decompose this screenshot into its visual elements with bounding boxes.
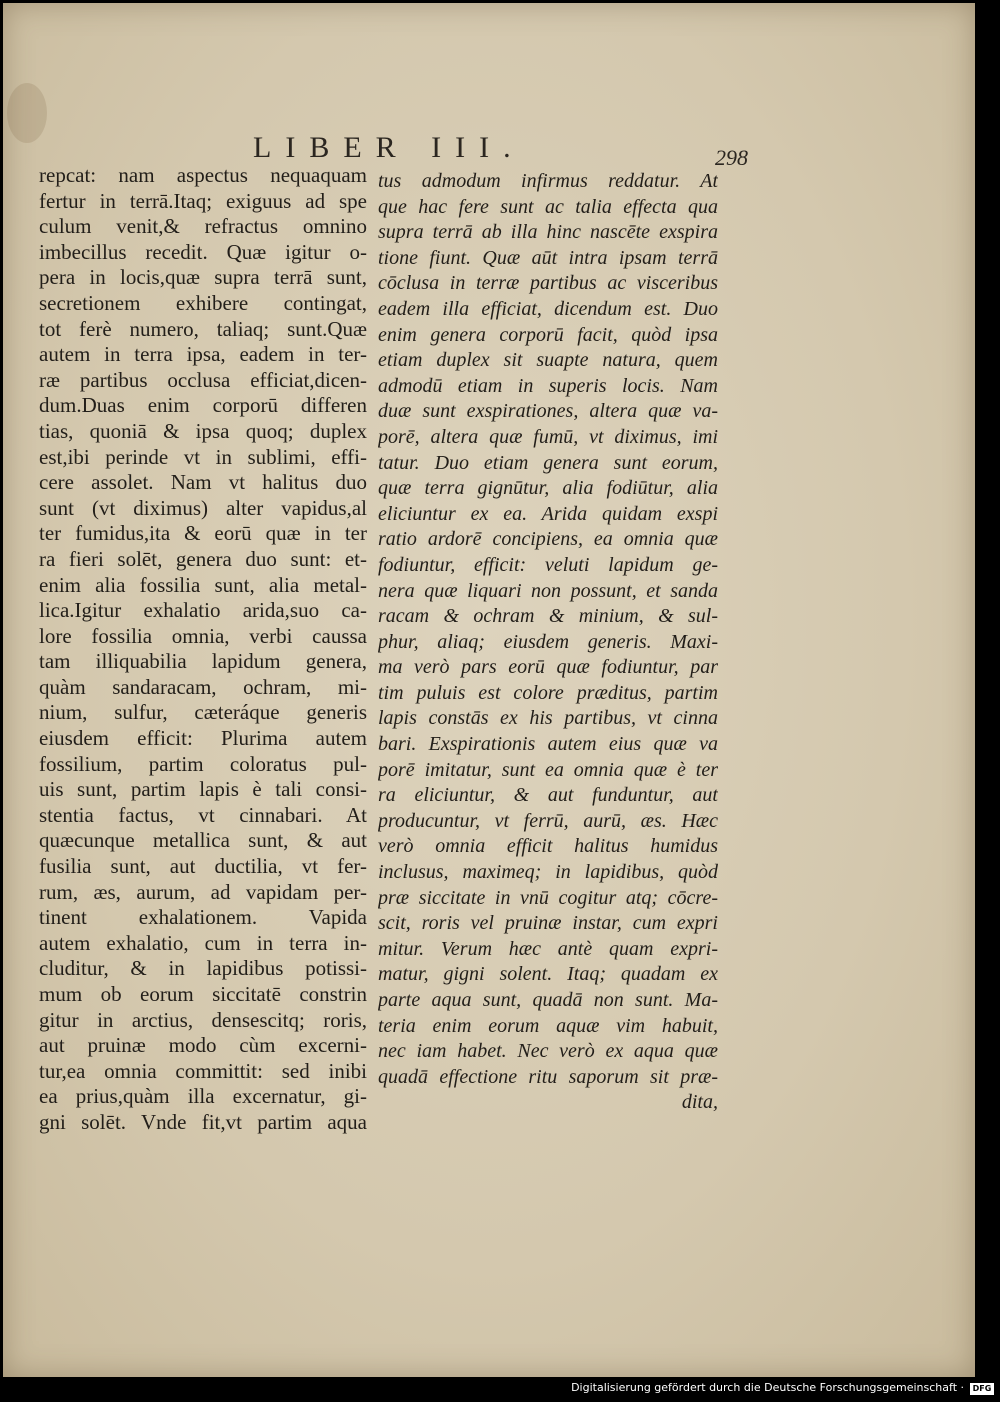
text-line: tus admodum infirmus reddatur. At <box>378 170 718 192</box>
text-line: fertur in terrā.Itaq; exiguus ad spe <box>39 188 367 213</box>
text-line: est,ibi perinde vt in sublimi, effi- <box>39 444 367 469</box>
text-line: quàm sandaracam, ochram, mi- <box>39 674 367 699</box>
text-line: nium, sulfur, cæteráque generis <box>39 700 367 725</box>
text-line: dita, <box>681 1091 718 1114</box>
text-line: aut pruinæ modo cùm excerni- <box>39 1033 367 1058</box>
text-line: nera quæ liquari non possunt, et sanda <box>378 579 718 602</box>
text-line: fusilia sunt, aut ductilia, vt fer- <box>39 854 367 879</box>
text-line: duæ sunt exspirationes, altera quæ va- <box>378 400 718 423</box>
text-line: quæcunque metallica sunt, & aut <box>39 828 367 853</box>
text-line: lore fossilia omnia, verbi caussa <box>39 623 367 648</box>
text-line: parte aqua sunt, quadā non sunt. Ma- <box>378 989 718 1011</box>
text-line: sunt (vt diximus) alter vapidus,al <box>39 495 367 520</box>
text-line: matur, gigni solent. Itaq; quadam ex <box>378 963 718 986</box>
text-line: culum venit,& refractus omnino <box>39 214 367 239</box>
text-line: tias, quoniā & ipsa quoq; duplex <box>39 418 367 443</box>
text-line: inclusus, maximeq; in lapidibus, quòd <box>378 861 718 884</box>
text-line: gni solēt. Vnde fit,vt partim aqua <box>39 1109 367 1134</box>
text-line: teria enim eorum aquæ vim habuit, <box>378 1014 718 1037</box>
text-line: lapis constās ex his partibus, vt cinna <box>378 707 718 730</box>
text-line: supra terrā ab illa hinc nascēte exspira <box>378 221 718 244</box>
text-line: ea prius,quàm illa excernatur, gi- <box>39 1084 367 1109</box>
text-line: repcat: nam aspectus nequaquam <box>39 163 367 187</box>
text-line: eadem illa efficiat, dicendum est. Duo <box>378 297 718 320</box>
text-line: quæ terra gignūtur, alia fodiūtur, alia <box>378 477 718 500</box>
text-line: autem in terra ipsa, eadem in ter- <box>39 342 367 367</box>
text-line: stentia factus, vt cinnabari. At <box>39 802 367 827</box>
text-line: porē imitatur, sunt ea omnia quæ è ter <box>378 758 718 781</box>
text-line: ra fieri solēt, genera duo sunt: et- <box>39 546 367 571</box>
text-line: quadā effectione ritu saporum sit præ- <box>378 1065 718 1088</box>
running-head: LIBER III. <box>253 131 525 164</box>
text-line: nec iam habet. Nec verò ex aqua quæ <box>378 1040 718 1063</box>
book-page <box>3 3 975 1377</box>
page-number: 298 <box>715 145 748 170</box>
text-line: autem exhalatio, cum in terra in- <box>39 930 367 955</box>
left-column-text <box>39 163 367 1136</box>
text-line: præ siccitate in vnū cogitur atq; cōcre- <box>378 886 718 909</box>
text-line: eliciuntur ex ea. Arida quidam exspi <box>378 502 718 525</box>
page-stain <box>7 83 47 143</box>
text-line: mitur. Verum hæc antè quam expri- <box>378 937 718 960</box>
text-line: tam illiquabilia lapidum genera, <box>39 649 367 674</box>
text-line: gitur in arctius, densescitq; roris, <box>39 1007 367 1032</box>
text-line: dum.Duas enim corporū differen <box>39 393 367 418</box>
text-line: rum, æs, aurum, ad vapidam per- <box>39 879 367 904</box>
text-line: ma verò pars eorū quæ fodiuntur, par <box>378 656 718 679</box>
text-line: verò omnia efficit halitus humidus <box>378 835 718 858</box>
text-line: mum ob eorum siccitatē constrin <box>39 982 367 1006</box>
text-line: ræ partibus occlusa efficiat,dicen- <box>39 367 367 392</box>
text-line: bari. Exspirationis autem eius quæ va <box>378 733 718 756</box>
text-line: ra eliciuntur, & aut funduntur, aut <box>378 784 718 807</box>
text-line: uis sunt, partim lapis è tali consi- <box>39 777 367 802</box>
footer-bar <box>0 1377 1000 1402</box>
text-line: phur, aliaq; eiusdem generis. Maxi- <box>378 630 718 653</box>
dfg-logo: DFG <box>970 1383 994 1395</box>
text-line: scit, roris vel pruinæ instar, cum expri <box>378 912 718 935</box>
text-line: racam & ochram & minium, & sul- <box>378 605 718 628</box>
text-line: imbecillus recedit. Quæ igitur o- <box>39 239 367 264</box>
text-line: ratio ardorē concipiens, ea omnia quæ <box>378 528 718 551</box>
text-line: lica.Igitur exhalatio arida,suo ca- <box>39 598 367 623</box>
text-line: tot ferè numero, taliaq; sunt.Quæ <box>39 316 367 341</box>
footer-credit: Digitalisierung gefördert durch die Deutsche Forschungsgemeinschaft · <box>571 1381 964 1394</box>
text-line: ter fumidus,ita & eorū quæ in ter <box>39 521 367 546</box>
text-line: tione fiunt. Quæ aūt intra ipsam terrā <box>378 246 718 269</box>
text-line: enim alia fossilia sunt, alia metal- <box>39 572 367 597</box>
text-line: cōclusa in terræ partibus ac visceribus <box>378 272 718 295</box>
text-line: pera in locis,quæ supra terrā sunt, <box>39 265 367 290</box>
text-line: eiusdem efficit: Plurima autem <box>39 726 367 751</box>
text-line: admodū etiam in superis locis. Nam <box>378 374 718 397</box>
text-line: que hac fere sunt ac talia effecta qua <box>378 195 718 218</box>
text-line: fodiuntur, efficit: veluti lapidum ge- <box>378 553 718 576</box>
text-line: tur,ea omnia committit: sed inibi <box>39 1058 367 1083</box>
text-line: fossilium, partim coloratus pul- <box>39 751 367 776</box>
right-column-text <box>378 169 718 1116</box>
text-line: enim genera corporū facit, quòd ipsa <box>378 323 718 346</box>
text-line: producuntur, vt ferrū, aurū, æs. Hæc <box>378 809 718 832</box>
text-line: tim puluis est colore præditus, partim <box>378 681 718 704</box>
text-line: porē, altera quæ fumū, vt diximus, imi <box>378 425 718 448</box>
text-line: cluditur, & in lapidibus potissi- <box>39 956 367 981</box>
text-line: tatur. Duo etiam genera sunt eorum, <box>378 451 718 474</box>
text-line: cere assolet. Nam vt halitus duo <box>39 470 367 495</box>
text-line: tinent exhalationem. Vapida <box>39 905 367 930</box>
text-line: etiam duplex sit suapte natura, quem <box>378 349 718 372</box>
text-line: secretionem exhibere contingat, <box>39 290 367 315</box>
